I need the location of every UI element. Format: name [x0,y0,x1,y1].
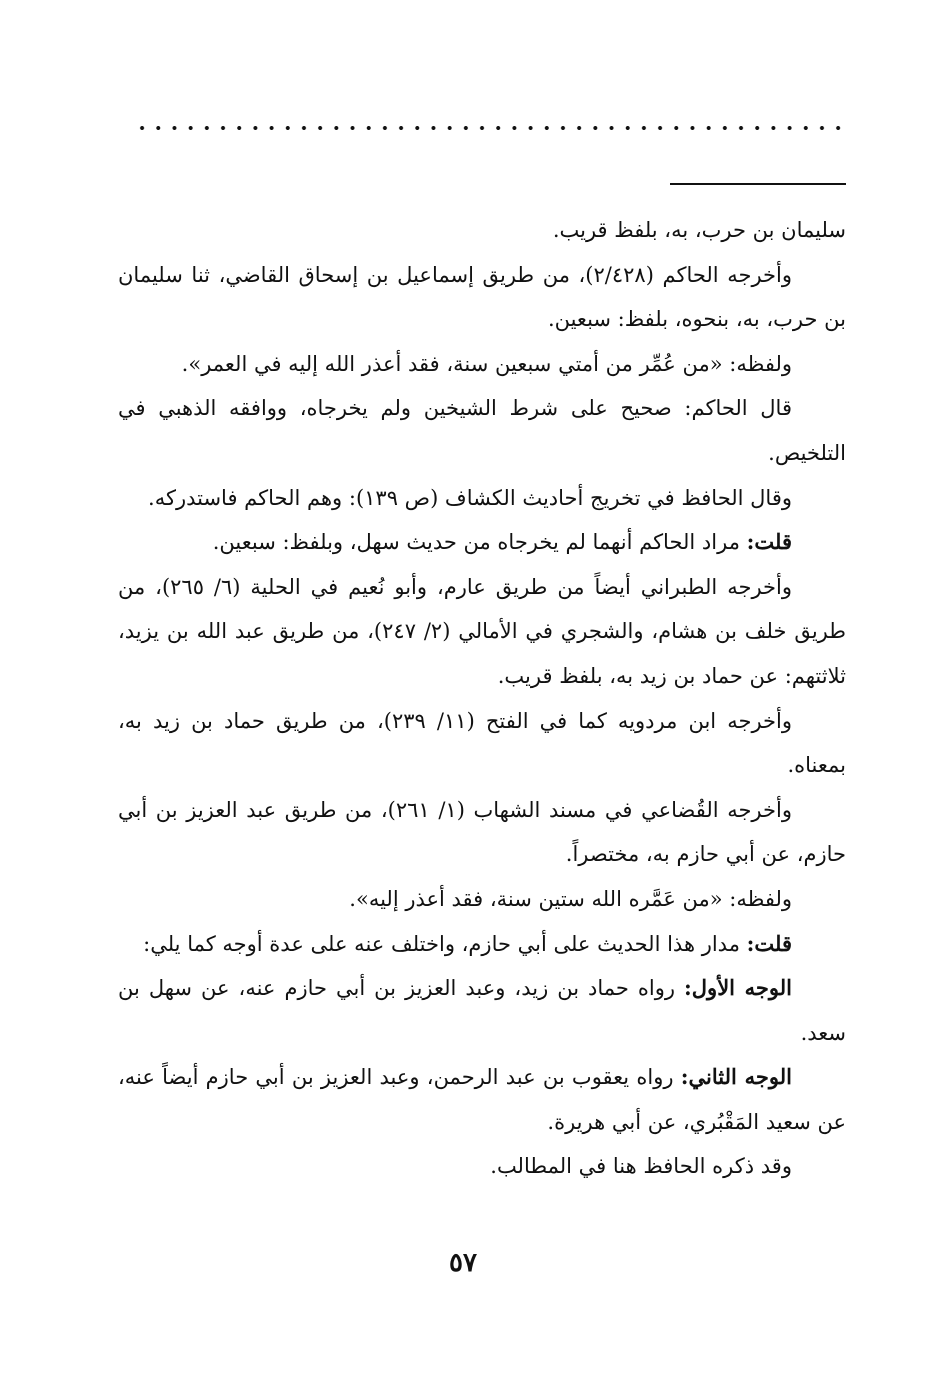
paragraph: وأخرجه الطبراني أيضاً من طريق عارم، وأبو نُعيم في الحلية (٦/ ٢٦٥)، من طريق خلف بن هشام، والشجري في الأمالي (٢/ ٢٤٧)، من طريق عبد الله بن يزيد، ثلاثتهم: عن حماد بن زيد به، بلفظ قريب. [118,574,846,688]
paragraph: وأخرجه الحاكم (٢/٤٢٨)، من طريق إسماعيل بن إسحاق القاضي، ثنا سليمان بن حرب، به، بنحوه، بلفظ: سبعين. [118,262,846,332]
paragraph: الوجه الأول: رواه حماد بن زيد، وعبد العزيز بن أبي حازم عنه، عن سهل بن سعد. [118,975,846,1045]
footnote-text [118,208,846,1189]
paragraph: قلت: مدار هذا الحديث على أبي حازم، واختلف عنه على عدة أوجه كما يلي: [143,930,792,956]
paragraph: وقد ذكره الحافظ هنا في المطالب. [490,1154,792,1179]
paragraph: سليمان بن حرب، به، بلفظ قريب. [552,218,846,242]
paragraph: وأخرجه القُضاعي في مسند الشهاب (١/ ٢٦١)، من طريق عبد العزيز بن أبي حازم، عن أبي حازم به، مختصراً. [118,797,846,867]
paragraph: ولفظه: «من عُمِّر من أمتي سبعين سنة، فقد أعذر الله إليه في العمر». [181,351,792,376]
paragraph: قال الحاكم: صحيح على شرط الشيخين ولم يخرجاه، ووافقه الذهبي في التلخيص. [118,396,846,465]
paragraph: ولفظه: «من عَمَّره الله ستين سنة، فقد أعذر إليه». [349,886,792,911]
dotted-separator [134,124,846,132]
paragraph: وأخرجه ابن مردويه كما في الفتح (١١/ ٢٣٩)، من طريق حماد بن زيد به، بمعناه. [118,708,846,778]
page-number: ٥٧ [449,1248,477,1278]
footnote-rule [670,183,846,185]
paragraph: الوجه الثاني: رواه يعقوب بن عبد الرحمن، وعبد العزيز بن أبي حازم أيضاً عنه، عن سعيد المَقْبُري، عن أبي هريرة. [118,1064,846,1134]
paragraph: قلت: مراد الحاكم أنهما لم يخرجاه من حديث سهل، وبلفظ: سبعين. [212,529,792,555]
paragraph: وقال الحافظ في تخريج أحاديث الكشاف (ص ١٣٩): وهم الحاكم فاستدركه. [148,485,792,510]
